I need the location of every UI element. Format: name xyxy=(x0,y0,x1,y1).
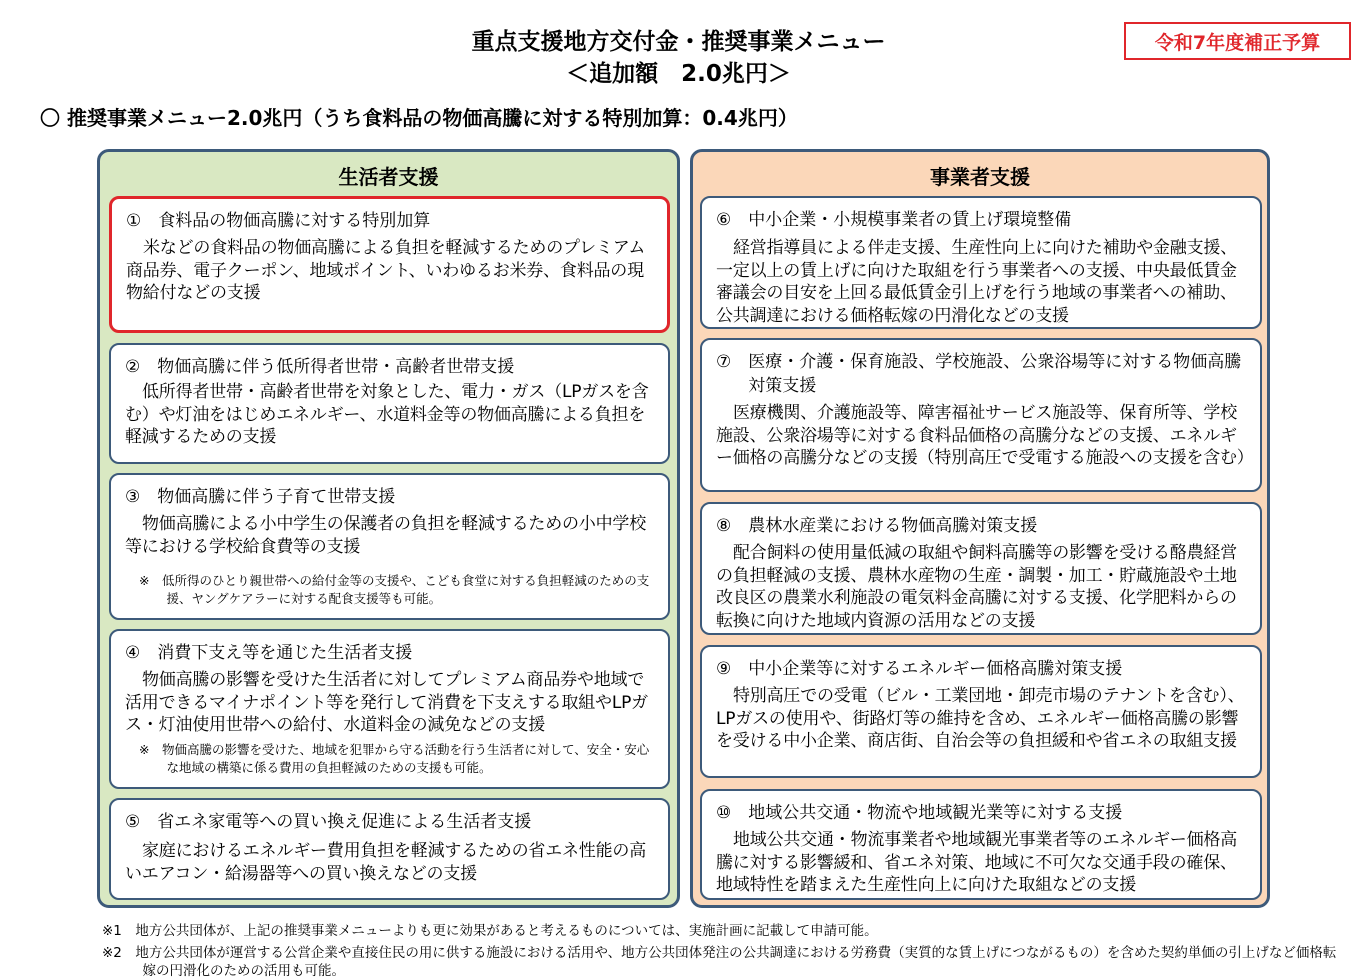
menu-card-10 xyxy=(700,789,1262,900)
card-title: ① 食料品の物価高騰に対する特別加算 xyxy=(126,211,431,231)
card-title: ⑤ 省エネ家電等への買い換え促進による生活者支援 xyxy=(125,812,532,832)
card-body: 米などの食料品の物価高騰による負担を軽減するためのプレミアム商品券、電子クーポン、地域ポイント、いわゆるお米券、食料品の現物給付などの支援 xyxy=(126,238,646,303)
menu-card-4 xyxy=(109,629,670,789)
panel-title: 生活者支援 xyxy=(338,165,439,189)
card-title: ⑧ 農林水産業における物価高騰対策支援 xyxy=(716,516,1038,536)
menu-card-3 xyxy=(109,473,670,620)
menu-card-6 xyxy=(700,196,1262,329)
panel-title: 事業者支援 xyxy=(930,165,1030,189)
menu-card-9 xyxy=(700,645,1262,778)
page-title: 重点支援地方交付金・推奨事業メニュー xyxy=(471,29,886,55)
card-body: 地域公共交通・物流事業者や地域観光事業者等のエネルギー価格高騰に対する影響緩和、省エネ対策、地域に不可欠な交通手段の確保、地域特性を踏まえた生産性向上に向けた取組などの支援 xyxy=(716,830,1237,895)
card-title: ⑥ 中小企業・小規模事業者の賃上げ環境整備 xyxy=(716,210,1072,230)
card-body: 低所得者世帯・高齢者世帯を対象とした、電力・ガス（LPガスを含む）や灯油をはじめエネルギー、水道料金等の物価高騰による負担を軽減するための支援 xyxy=(125,382,649,447)
card-body: 物価高騰による小中学生の保護者の負担を軽減するための小中学校等における学校給食費等の支援 xyxy=(125,514,646,557)
card-note: ※ 物価高騰の影響を受けた、地域を犯罪から守る活動を行う生活者に対して、安全・安心な地域の構築に係る費用の負担軽減のための支援も可能。 xyxy=(139,742,650,775)
card-title: ④ 消費下支え等を通じた生活者支援 xyxy=(125,643,413,663)
budget-badge: 令和7年度補正予算 xyxy=(1124,22,1351,60)
card-body: 家庭におけるエネルギー費用負担を軽減するための省エネ性能の高いエアコン・給湯器等への買い換えなどの支援 xyxy=(125,841,646,884)
card-title: ⑦ 医療・介護・保育施設、学校施設、公衆浴場等に対する物価高騰対策支援 xyxy=(716,352,1242,396)
card-body: 経営指導員による伴走支援、生産性向上に向けた補助や金融支援、一定以上の賃上げに向けた取組を行う事業者への支援、中央最低賃金審議会の目安を上回る最低賃金引上げを行う地域の事業者への補助、公共調達における価格転嫁の円滑化などの支援 xyxy=(716,238,1237,326)
menu-card-2 xyxy=(109,343,670,464)
card-title: ③ 物価高騰に伴う子育て世帯支援 xyxy=(125,487,396,507)
menu-card-5 xyxy=(109,798,670,900)
consumer-support-panel xyxy=(97,149,680,908)
business-support-panel xyxy=(690,149,1270,908)
card-body: 物価高騰の影響を受けた生活者に対してプレミアム商品券や地域で活用できるマイナポイント等を発行して消費を下支えする取組やLPガス・灯油使用世帯への給付、水道料金の減免などの支援 xyxy=(125,670,648,735)
page-subtitle: ＜追加額 2.0兆円＞ xyxy=(566,61,791,87)
card-body: 配合飼料の使用量低減の取組や飼料高騰等の影響を受ける酪農経営の負担軽減の支援、農林水産物の生産・調製・加工・貯蔵施設や土地改良区の農業水利施設の電気料金高騰に対する支援、化学肥料からの転換に向けた地域内資源の活用などの支援 xyxy=(716,543,1237,631)
card-body: 特別高圧での受電（ビル・工業団地・卸売市場のテナントを含む）、LPガスの使用や、街路灯等の維持を含め、エネルギー価格高騰の影響を受ける中小企業、商店街、自治会等の負担緩和や省エネの取組支援 xyxy=(716,686,1245,751)
menu-card-8 xyxy=(700,502,1262,635)
lead-heading: 〇 推奨事業メニュー2.0兆円（うち食料品の物価高騰に対する特別加算：0.4兆円） xyxy=(40,106,798,130)
card-title: ⑩ 地域公共交通・物流や地域観光業等に対する支援 xyxy=(716,803,1123,823)
menu-card-7 xyxy=(700,338,1262,492)
footnote-2: ※2 地方公共団体が運営する公営企業や直接住民の用に供する施設における活用や、地方公共団体発注の公共調達における労務費（実質的な賃上げにつながるもの）を含めた契約単価の引上げなど価格転嫁の円滑化のための活用も可能。 xyxy=(102,945,1337,979)
footnote-1: ※1 地方公共団体が、上記の推奨事業メニューよりも更に効果があると考えるものについては、実施計画に記載して申請可能。 xyxy=(102,923,878,939)
card-body: 医療機関、介護施設等、障害福祉サービス施設等、保育所等、学校施設、公衆浴場等に対する食料品価格の高騰分などの支援、エネルギー価格の高騰分などの支援（特別高圧で受電する施設への支援を含む） xyxy=(716,403,1254,468)
card-note: ※ 低所得のひとり親世帯への給付金等の支援や、こども食堂に対する負担軽減のための支援、ヤングケアラーに対する配食支援等も可能。 xyxy=(139,573,650,606)
card-title: ⑨ 中小企業等に対するエネルギー価格高騰対策支援 xyxy=(716,659,1123,679)
menu-card-1 xyxy=(109,196,670,333)
card-title: ② 物価高騰に伴う低所得者世帯・高齢者世帯支援 xyxy=(125,357,515,377)
